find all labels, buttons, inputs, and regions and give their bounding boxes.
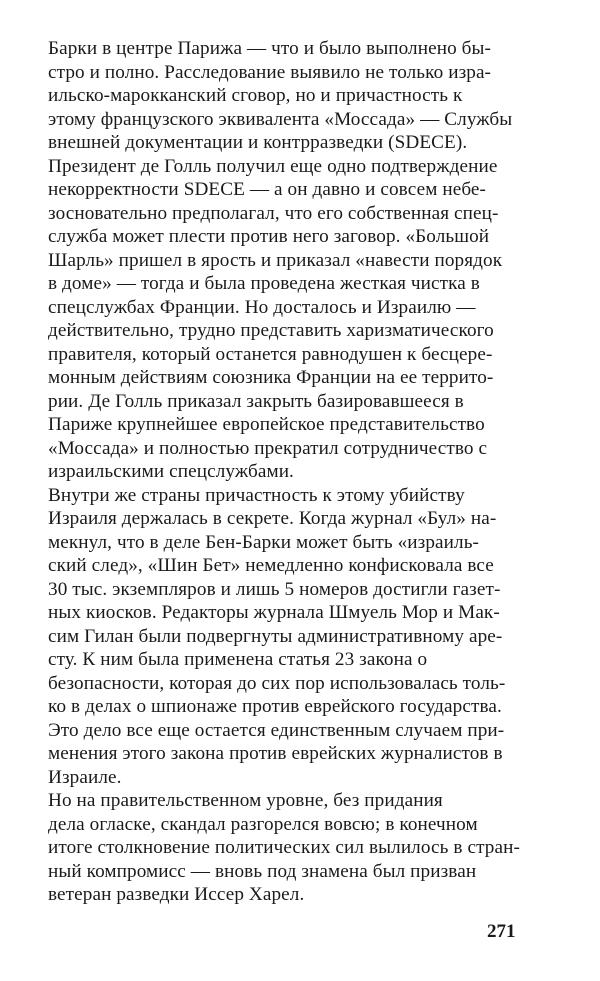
paragraph-1: Барки в центре Парижа — что и было выполнено бы- стро и полно. Расследование выявило не только изра- ильско-марокканский сговор, но и причастность к этому французского эквивалента «Моссада» — Службы внешней документации и контрразведки (SDECE). Президент де Голль получил еще одно подтверждение некорректности SDECE — а он давно и совсем небе- зосновательно предполагал, что его собственная спец- служба может плести против него заговор. «Большой Шарль» пришел в ярость и приказал «навести порядок в доме» — тогда и была проведена жесткая чистка в спецслужбах Франции. Но досталось и Израилю — действительно, трудно представить харизматического правителя, который останется равнодушен к бесцере- монным действиям союзника Франции на ее террито- рии. Де Голль приказал закрыть базировавшееся в Париже крупнейшее европейское представительство «Моссада» и полностью прекратил сотрудничество с израильскими спецслужбами. <box>48 38 513 482</box>
paragraph-2: Внутри же страны причастность к этому убийству Израиля держалась в секрете. Когда журнал «Бул» на- мекнул, что в деле Бен-Барки может быть «израиль- ский след», «Шин Бет» немедленно конфисковала все 30 тыс. экземпляров и лишь 5 номеров достигли газет- ных киосков. Редакторы журнала Шмуель Мор и Мак- сим Гилан были подвергнуты административному аре- сту. К ним была применена статья 23 закона о безопасности, которая до сих пор использовалась толь- ко в делах о шпионаже против еврейского государства. Это дело все еще остается единственным случаем при- менения этого закона против еврейских журналистов в Израиле. <box>48 484 506 788</box>
page-number: 271 <box>487 921 516 942</box>
paragraph-3: Но на правительственном уровне, без придания дела огласке, скандал разгорелся вовсю; в конечном итоге столкновение политических сил вылилось в стран- ный компромисс — вновь под знамена был призван ветеран разведки Иссер Харел. <box>48 790 520 905</box>
body-text <box>48 37 556 907</box>
